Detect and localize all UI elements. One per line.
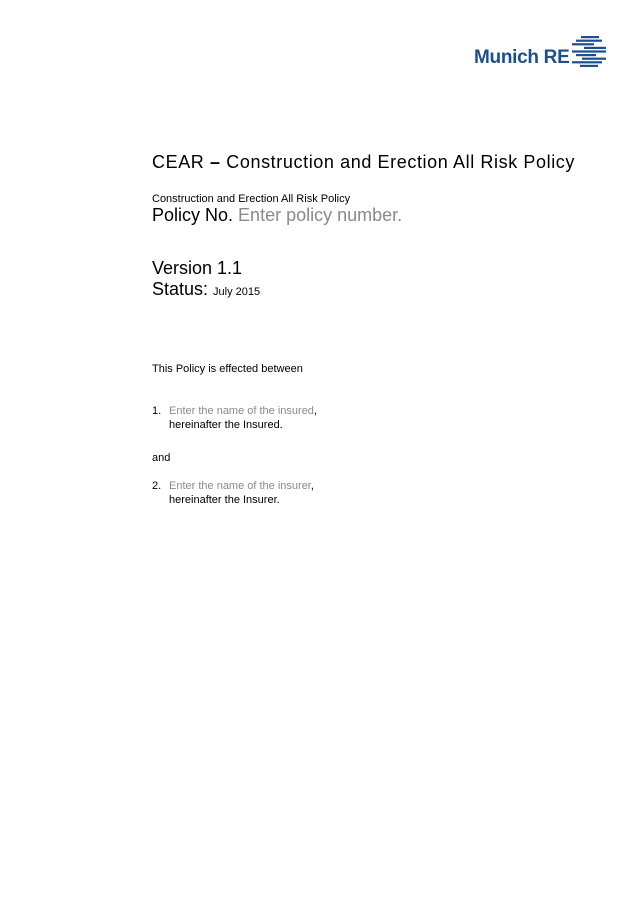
party-comma: ,	[310, 480, 314, 492]
title-rest: Construction and Erection All Risk Policy	[226, 152, 576, 172]
party-name-line	[169, 479, 314, 493]
conjunction-text: and	[152, 452, 171, 464]
munich-re-logo	[474, 36, 606, 68]
party-number: 1.	[152, 405, 162, 417]
logo-text: Munich RE	[474, 47, 570, 68]
version-line: Version 1.1	[152, 258, 243, 278]
policy-number-field[interactable]: Enter policy number.	[238, 205, 403, 225]
insurer-name-field[interactable]: Enter the name of the insurer	[169, 480, 311, 492]
insured-name-field[interactable]: Enter the name of the insured	[169, 405, 314, 417]
party-number: 2.	[152, 480, 162, 492]
party-role: hereinafter the Insurer.	[169, 494, 280, 506]
party-comma: ,	[313, 405, 317, 417]
party-role: hereinafter the Insured.	[169, 419, 283, 431]
title-dash: –	[210, 152, 221, 172]
title-prefix: CEAR	[152, 152, 205, 172]
document-subtitle: Construction and Erection All Risk Policy	[152, 193, 351, 205]
effected-between-text: This Policy is effected between	[152, 363, 303, 375]
munich-re-mark-icon	[572, 36, 606, 68]
party-name-line	[169, 404, 317, 418]
policy-number-line	[152, 204, 402, 226]
status-label: Status:	[152, 279, 209, 299]
policy-number-label: Policy No.	[152, 205, 234, 225]
document-title	[152, 151, 575, 173]
status-line	[152, 278, 260, 303]
status-date: July 2015	[213, 286, 261, 298]
